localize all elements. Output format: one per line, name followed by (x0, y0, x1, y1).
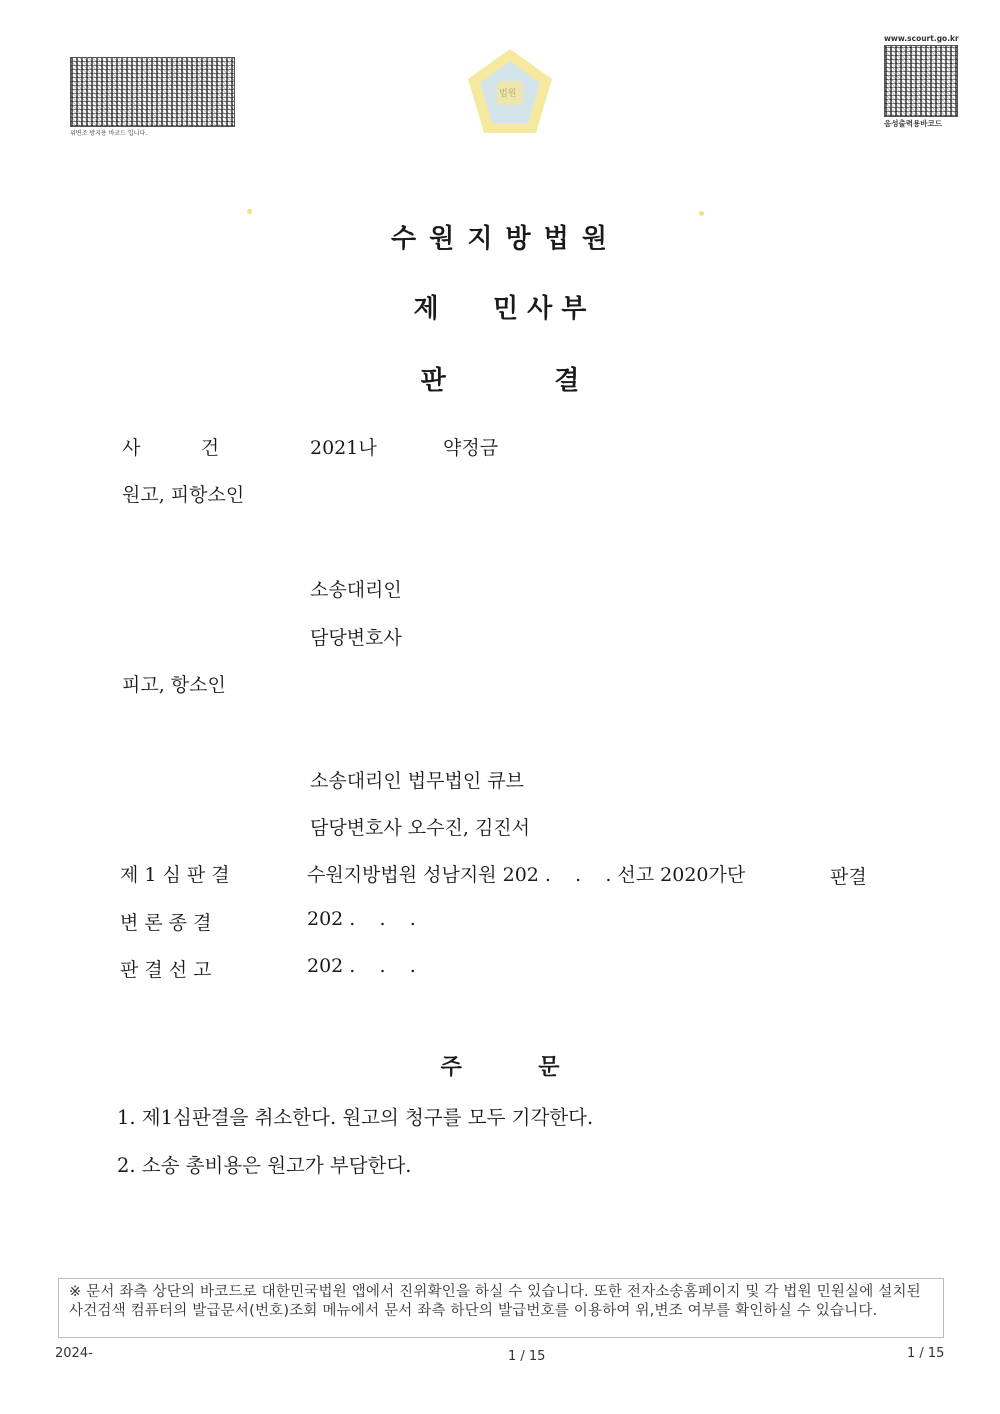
voice-output-barcode (884, 45, 958, 117)
case-name: 약정금 (443, 437, 499, 459)
plaintiff-lawyer-label: 담당변호사 (310, 627, 402, 649)
case-number: 2021나 (310, 437, 377, 459)
case-label: 사 건 (122, 437, 220, 459)
right-barcode-caption: 음성출력용바코드 (884, 119, 942, 128)
ruling-label: 판 결 선 고 (120, 959, 212, 981)
left-barcode-caption: 위변조 방지용 바코드 입니다. (70, 130, 148, 137)
page-number-right: 1 / 15 (907, 1346, 945, 1361)
order-item-2: 2. 소송 총비용은 원고가 부담한다. (117, 1154, 412, 1177)
document-type: 판 결 (420, 366, 580, 396)
first-instance-suffix: 판결 (830, 866, 867, 888)
first-instance-label: 제 1 심 판 결 (120, 864, 230, 886)
closing-label: 변 론 종 결 (120, 912, 212, 934)
plaintiff-representative-label: 소송대리인 (310, 579, 402, 601)
ruling-date: 202 . . . (307, 955, 416, 977)
seal-text: 법원 (499, 89, 517, 99)
court-division: 제 민 사 부 (413, 294, 587, 324)
decorative-dot (699, 211, 704, 216)
closing-date: 202 . . . (307, 908, 416, 930)
decorative-dot (247, 209, 252, 214)
anti-forgery-barcode (70, 57, 235, 127)
page-number-center: 1 / 15 (508, 1349, 546, 1364)
court-name: 수 원 지 방 법 원 (391, 224, 609, 254)
verification-notice: ※ 문서 좌측 상단의 바코드로 대한민국법원 앱에서 진위확인을 하실 수 있습니다. 또한 전자소송홈페이지 및 각 법원 민원실에 설치된 사건검색 컴퓨터의 발급문서(번호)조회 메뉴에서 문서 좌측 하단의 발급번호를 이용하여 위,변조 여부를 확인하실 수 있습니다. (58, 1278, 944, 1338)
plaintiff-label: 원고, 피항소인 (122, 484, 245, 506)
defendant-label: 피고, 항소인 (122, 674, 226, 696)
court-url: www.scourt.go.kr (884, 34, 959, 43)
defendant-representative: 소송대리인 법무법인 큐브 (310, 770, 524, 792)
order-item-1: 1. 제1심판결을 취소한다. 원고의 청구를 모두 기각한다. (117, 1106, 594, 1129)
first-instance-value: 수원지방법원 성남지원 202 . . . 선고 2020가단 (307, 864, 746, 886)
defendant-lawyer: 담당변호사 오수진, 김진서 (310, 817, 531, 839)
issue-number: 2024- (55, 1346, 93, 1361)
order-heading: 주 문 (440, 1055, 560, 1080)
